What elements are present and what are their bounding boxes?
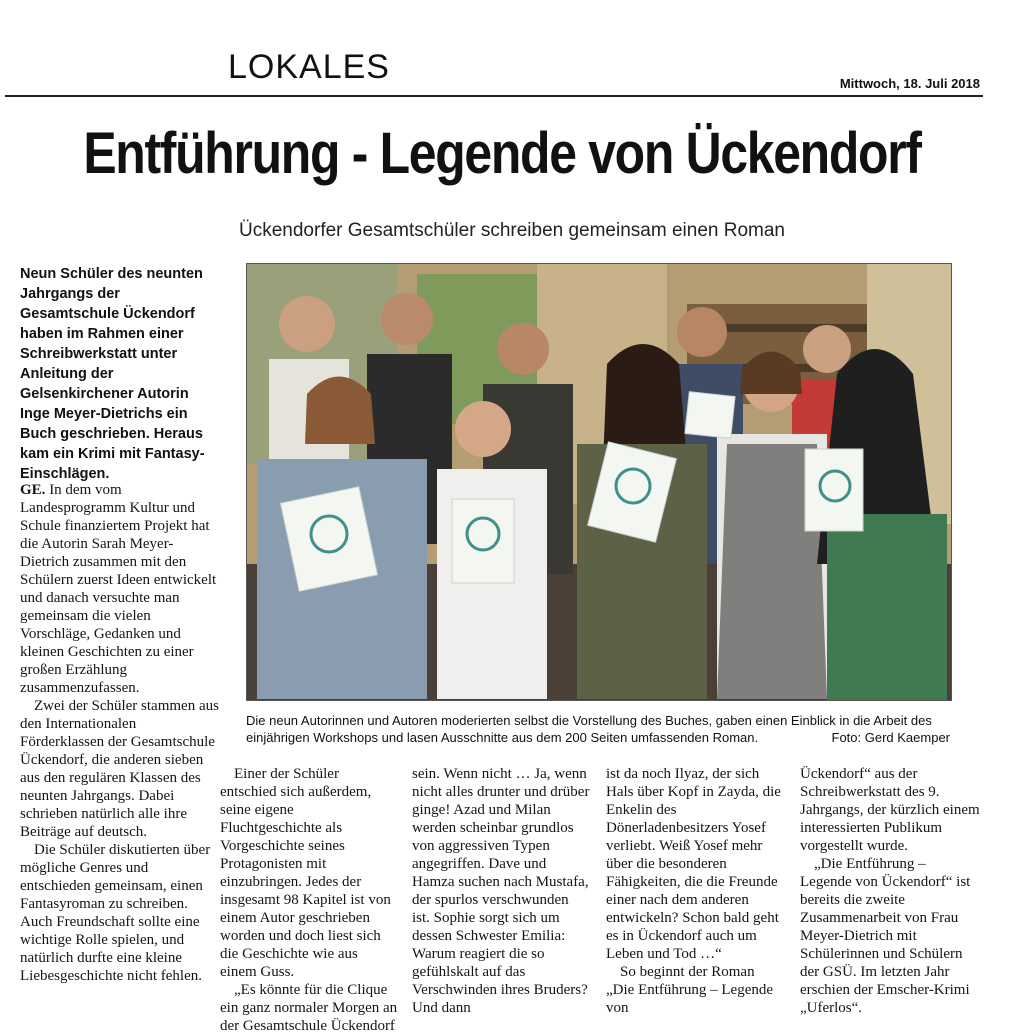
dateline: GE. [20, 482, 46, 498]
issue-date: Mittwoch, 18. Juli 2018 [839, 76, 980, 91]
header-rule [5, 95, 983, 97]
column-1-paragraph-1: In dem vom Landesprogramm Kultur und Schule finanziertem Projekt hat die Autorin Sarah Meyer-Dietrich zusammen mit den Schülern zuerst Ideen entwickelt und danach versuchte man gemeinsam die vielen Vorschläge, Gedanken und kleinen Geschichten zu einer großen Erzählung zusammenzufassen. [20, 482, 217, 696]
caption-text: Die neun Autorinnen und Autoren moderierten selbst die Vorstellung des Buches, gaben einen Einblick in die Arbeit des einjährigen Workshops und lasen Ausschnitte aus dem 200 Seiten umfassenden Roman. [246, 713, 932, 745]
photo-credit: Foto: Gerd Kaemper [831, 730, 950, 745]
lead-paragraph: Neun Schüler des neunten Jahrgangs der Gesamtschule Ückendorf haben im Rahmen einer Schreibwerkstatt unter Anleitung der Gelsenkirchener Autorin Inge Meyer-Dietrichs ein Buch geschrieben. Heraus kam ein Krimi mit Fantasy-Einschlägen. [20, 266, 205, 482]
column-5-paragraph-1: Ückendorf“ aus der Schreibwerkstatt des 9. Jahrgangs, der kürzlich einem interessierten Publikum vorgestellt wurde. [800, 766, 980, 854]
column-2 [220, 765, 398, 1035]
column-5 [800, 765, 980, 1017]
column-2-paragraph-1: Einer der Schüler entschied sich außerdem, seine eigene Fluchtgeschichte als Vorgeschichte seines Protagonisten mit einzubringen. Jedes der insgesamt 98 Kapitel ist von einem Autor geschrieben worden und doch liest sich die Geschichte wie aus einem Guss. [220, 766, 391, 980]
headline: Entführung - Legende von Ückendorf [83, 121, 921, 186]
column-4-paragraph-2: So beginnt der Roman „Die Entführung – Legende von [606, 964, 774, 1016]
column-4-paragraph-1: ist da noch Ilyaz, der sich Hals über Kopf in Zayda, die Enkelin des Dönerladenbesitzers Yosef verliebt. Weiß Yosef mehr über die besonderen Fähigkeiten, die die Freunde einer nach dem anderen entwickeln? Schon bald geht es in Ückendorf auch um Leben und Tod …“ [606, 766, 781, 962]
column-3 [412, 765, 590, 1017]
column-1-paragraph-2: Zwei der Schüler stammen aus den Internationalen Förderklassen der Gesamtschule Ückendorf, die anderen sieben aus den regulären Klassen des neunten Jahrgangs. Dabei schrieben natürlich alle ihre Beiträge auf deutsch. [20, 698, 219, 840]
group-photo [246, 263, 952, 701]
column-1 [20, 481, 220, 985]
section-title: LOKALES [228, 48, 390, 86]
column-3-paragraph-1: sein. Wenn nicht … Ja, wenn nicht alles drunter und drüber ginge! Azad und Milan werden scheinbar grundlos von aggressiven Typen angegriffen. Dave und Hamza suchen nach Mustafa, der spurlos verschwunden ist. Sophie sorgt sich um dessen Schwester Emilia: Warum reagiert die so gefühlskalt auf das Verschwinden ihres Bruders? Und dann [412, 766, 590, 1016]
photo-caption [246, 712, 950, 746]
group-photo-illustration [247, 264, 951, 700]
subheadline: Ückendorfer Gesamtschüler schreiben gemeinsam einen Roman [239, 220, 785, 241]
column-2-paragraph-2: „Es könnte für die Clique ein ganz normaler Morgen an der Gesamtschule Ückendorf [220, 982, 398, 1034]
column-4 [606, 765, 784, 1017]
column-1-paragraph-3: Die Schüler diskutierten über mögliche Genres und entschieden gemeinsam, einen Fantasyroman zu schreiben. Auch Freundschaft sollte eine wichtige Rolle spielen, und natürlich durfte eine kleine Liebesgeschichte nicht fehlen. [20, 842, 211, 984]
column-5-paragraph-2: „Die Entführung – Legende von Ückendorf“ ist bereits die zweite Zusammenarbeit von Frau Meyer-Dietrich mit Schülerinnen und Schülern der GSÜ. Im letzten Jahr erschien der Emscher-Krimi „Uferlos“. [800, 856, 971, 1016]
